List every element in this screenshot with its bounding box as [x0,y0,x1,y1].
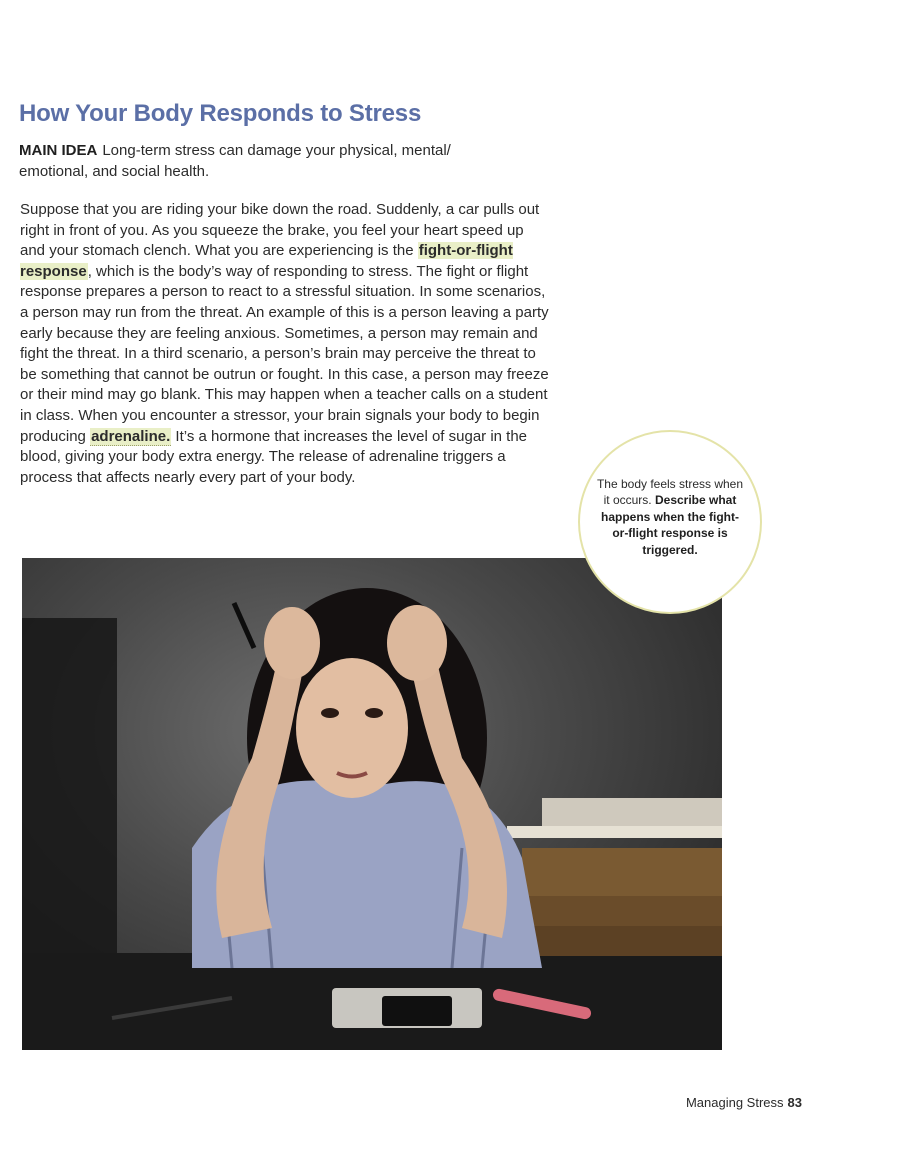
body-paragraph [20,200,550,488]
page-number: 83 [787,1095,802,1110]
photo-illustration [22,558,722,1050]
body-text-part-3: It’s a hormone that increases the level of sugar in the blood, giving your body extra energy. The release of adrenaline triggers a process that affects nearly every part of your body. [20,427,528,486]
main-idea-text: Long-term stress can damage your physical, mental/ emotional, and social health. [19,142,451,180]
callout-text [595,476,745,559]
chapter-title: Managing Stress [685,1095,784,1110]
main-idea-label: MAIN IDEA [19,142,98,159]
stressed-student-photo [22,558,722,1050]
vocab-term-fight-or-flight[interactable]: fight-or-flight response [20,242,513,280]
question-callout [578,430,762,614]
main-idea [19,140,519,182]
callout-question: Describe what happens when the fight-or-flight response is triggered. [601,493,739,557]
body-text-part-1: Suppose that you are riding your bike down the road. Suddenly, a car pulls out right in front of you. As you squeeze the brake, you feel your heart speed up and your stomach clench. What you are experiencing is the [20,201,540,260]
vocab-term-adrenaline[interactable]: adrenaline. [91,427,171,445]
body-text-part-2: , which is the body’s way of responding to stress. The fight or flight response prepares a person to react to a stressful situation. In some scenarios, a person may run from the threat. An example of this is a person leaving a party early because they are feeling anxious. Sometimes, a person may remain and fight the threat. In a third scenario, a person’s brain may perceive the threat to be something that cannot be outrun or fought. In this case, a person may freeze or their mind may go blank. This may happen when a teacher calls on a student in class. When you encounter a stressor, your brain signals your body to begin producing [20,262,549,445]
callout-statement: The body feels stress when it occurs. [596,476,744,508]
section-heading: How Your Body Responds to Stress [19,100,422,127]
page-footer [686,1095,802,1110]
